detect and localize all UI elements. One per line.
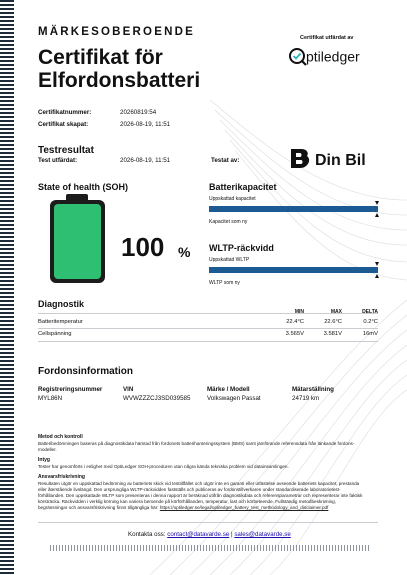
cert-created-label: Certifikat skapat: (38, 121, 89, 128)
model-label: Märke / Modell (207, 386, 250, 393)
cert-created-value: 2026-08-19, 11:51 (120, 121, 171, 128)
footer-contact (128, 531, 291, 538)
wltp-estimated-label: Uppskattad WLTP (209, 257, 250, 263)
mileage-value: 24719 km (292, 395, 320, 402)
disclaimer-link[interactable]: https://optiledger.se/legal/optiledger_battery_test_methodology_and_disclaimer.pdf (159, 504, 329, 510)
contact-email-link[interactable]: contact@datavarde.se (167, 531, 230, 538)
diag-row-min: 3.565V (285, 331, 304, 337)
method-text (38, 441, 383, 453)
certificate-eyebrow: MÄRKESOBEROENDE (38, 26, 195, 38)
wltp-new-marker (375, 274, 379, 278)
footer-rule (38, 522, 378, 523)
optiledger-magnifier-icon (286, 46, 378, 68)
soh-unit: % (178, 244, 191, 260)
test-issued-label: Test utfärdat: (38, 157, 78, 164)
contact-label: Kontakta oss: (128, 531, 166, 538)
diagnostics-heading: Diagnostik (38, 299, 85, 309)
model-value: Volkswagen Passat (207, 395, 261, 402)
capacity-new-label: Kapacitet som ny (209, 219, 248, 225)
cert-number-value: 20260819:54 (120, 109, 157, 116)
method-text-line: modeller. (38, 446, 57, 452)
optiledger-logo (286, 46, 378, 68)
diag-row-max: 3.581V (323, 331, 342, 337)
diag-col-min: MIN (294, 309, 304, 315)
vehicle-heading: Fordonsinformation (38, 366, 133, 377)
diag-row-delta: 0.2°C (363, 319, 378, 325)
test-issued-value: 2026-08-19, 11:51 (120, 157, 171, 164)
certification-heading: Intyg (38, 457, 50, 463)
diag-row-divider (38, 328, 378, 329)
diag-col-max: MAX (330, 309, 342, 315)
disclaimer-line-5: begränsningar och ansvarsfriskrivning finns tillgängliga här: (38, 504, 159, 510)
test-result-heading: Testresultat (38, 145, 94, 156)
diag-row-name: Batteritemperatur (38, 319, 83, 325)
vin-value: WVWZZZCJ3SD039585 (123, 395, 191, 402)
footer-stripe-decoration (50, 545, 370, 551)
disclaimer-text (38, 481, 383, 511)
din-bil-emblem-icon (289, 147, 379, 171)
disclaimer-line: förhållanden. Den uppskattade WLTP som presenteras i denna rapport är beräknad utifrån diagnostikdata och referensparametrar och representerar inte faktisk (38, 492, 363, 498)
tested-by-label: Testat av: (211, 157, 240, 164)
diag-row-max: 22.6°C (324, 319, 342, 325)
disclaimer-line (38, 505, 383, 511)
sales-email-link[interactable]: sales@datavarde.se (234, 531, 291, 538)
wltp-bar (209, 267, 378, 273)
diag-row-delta: 16mV (362, 331, 378, 337)
diag-row-name: Cellspänning (38, 331, 72, 337)
diag-col-delta: DELTA (362, 309, 378, 315)
diag-row-divider (38, 341, 378, 342)
capacity-heading: Batterikapacitet (209, 182, 277, 192)
capacity-estimated-label: Uppskattad kapacitet (209, 196, 256, 202)
din-bil-logo (289, 147, 379, 171)
din-bil-wordmark: Din Bil (315, 152, 366, 169)
issuer-label: Certifikat utfärdat av (300, 35, 354, 41)
soh-heading: State of health (SOH) (38, 182, 129, 192)
certification-text: Tester har genomförts i enlighet med OptiLedger SOH-proceduren utan några kända tekniska problem vid datainsamlingen. (38, 464, 289, 469)
disclaimer-line: Resultaten utgör en uppskattad bedömning av batteriets skick vid testtillfället och utgör inte en garanti eller utfästelse avseende batteriets kapacitet, prestanda (38, 481, 360, 486)
disclaimer-line: körsträcka. Räckvidden i verklig körning kan variera beroende på körförhållanden, temperatur, last och körbeteende. Fullständig metodbeskrivning, (38, 498, 336, 504)
soh-value: 100 (121, 232, 165, 262)
capacity-bar (209, 206, 378, 212)
reg-label: Registreringsnummer (38, 386, 103, 393)
capacity-new-marker (375, 213, 379, 217)
vin-label: VIN (123, 386, 134, 393)
disclaimer-heading: Ansvarsfriskrivning (38, 474, 85, 480)
optiledger-wordmark: ptiledger (306, 48, 360, 65)
method-text-line: Batteribedömningen baseras på diagnostikdata hämtad från fordonets batterihanteringssystem (BMS) samt jämförande referensdata från länkande fordons- (38, 441, 355, 446)
diag-row-min: 22.4°C (286, 319, 304, 325)
wltp-new-label: WLTP som ny (209, 280, 240, 286)
title-line-1: Certifikat för (38, 46, 163, 69)
certificate-title (38, 46, 268, 92)
mileage-label: Mätarställning (292, 386, 334, 393)
wltp-heading: WLTP-räckvidd (209, 243, 274, 253)
footer-separator: | (230, 531, 233, 538)
title-line-2: Elfordonsbatteri (38, 69, 201, 92)
left-stripe-decoration (0, 0, 14, 575)
reg-value: MYL86N (38, 395, 63, 402)
disclaimer-line: eller återstående livslängd. Den ursprungliga WLTP-räckvidden fastställs och publiceras av fordonstillverkaren under standardiserade laboratorietest- (38, 486, 341, 492)
method-heading: Metod och kontroll (38, 434, 83, 440)
cert-number-label: Certifikatnummer: (38, 109, 92, 116)
capacity-estimated-marker (375, 201, 379, 205)
wltp-estimated-marker (375, 262, 379, 266)
battery-fill-level (54, 204, 101, 279)
